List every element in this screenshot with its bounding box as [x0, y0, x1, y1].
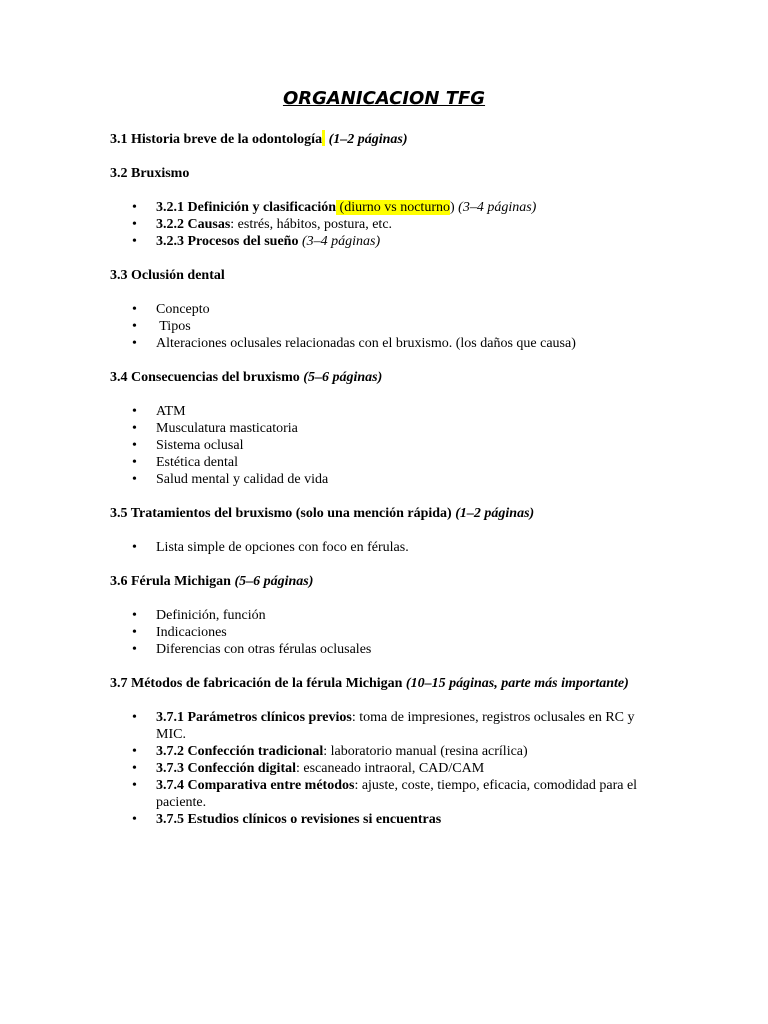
item-bold: 3.2.3 Procesos del sueño	[156, 234, 299, 249]
section-label: 3.2 Bruxismo	[110, 166, 190, 181]
section-3-5-heading	[110, 505, 658, 522]
list-item: • Concepto	[156, 301, 658, 318]
item-pages: (3–4 páginas)	[454, 200, 537, 215]
section-3-4-heading	[110, 369, 658, 386]
item-bold: 3.7.4 Comparativa entre métodos	[156, 778, 355, 793]
section-3-2-list	[110, 199, 658, 250]
section-pages: (1‒2 páginas)	[455, 506, 535, 521]
section-label: 3.7 Métodos de fabricación de la férula Michigan	[110, 676, 403, 691]
section-3-2-heading	[110, 165, 658, 182]
section-3-7-list	[110, 709, 658, 828]
item-text: : laboratorio manual (resina acrílica)	[323, 744, 528, 759]
item-bold: 3.2.2 Causas	[156, 217, 231, 232]
item-bold: 3.2.1 Definición y clasificación	[156, 200, 337, 215]
section-3-6-heading	[110, 573, 658, 590]
section-pages: (5‒6 páginas)	[303, 370, 383, 385]
list-item: • Musculatura masticatoria	[156, 420, 658, 437]
section-3-3-heading	[110, 267, 658, 284]
list-item	[156, 777, 658, 811]
list-item	[156, 743, 658, 760]
section-3-5-list	[110, 539, 658, 556]
list-item: • Indicaciones	[156, 624, 658, 641]
list-item: • ATM	[156, 403, 658, 420]
list-item: • Definición, función	[156, 607, 658, 624]
item-text: : estrés, hábitos, postura, etc.	[230, 217, 393, 232]
item-bold: 3.7.2 Confección tradicional	[156, 744, 324, 759]
section-pages: (5‒6 páginas)	[234, 574, 314, 589]
list-item: • Lista simple de opciones con foco en férulas.	[156, 539, 658, 556]
item-text: : ajuste, coste, tiempo, eficacia, comodidad para el paciente.	[156, 778, 638, 810]
section-label: 3.6 Férula Michigan	[110, 574, 231, 589]
list-item	[156, 233, 658, 250]
item-text: : toma de impresiones, registros oclusales en RC y MIC.	[156, 710, 635, 742]
section-label: 3.1 Historia breve de la odontología	[110, 132, 323, 147]
list-item: • Diferencias con otras férulas oclusales	[156, 641, 658, 658]
list-item	[156, 709, 658, 743]
item-text: )	[449, 200, 455, 215]
section-3-7-heading	[110, 675, 658, 692]
section-pages: (10‒15 páginas, parte más importante)	[405, 676, 629, 691]
item-bold: 3.7.1 Parámetros clínicos previos	[156, 710, 352, 725]
document-title: ORGANICACION TFG	[282, 88, 486, 109]
highlight-cursor-mark	[322, 130, 325, 146]
list-item: • Tipos	[156, 318, 658, 335]
section-3-1-heading	[110, 130, 658, 148]
section-3-6-list	[110, 607, 658, 658]
section-label: 3.5 Tratamientos del bruxismo (solo una mención rápida)	[110, 506, 452, 521]
item-text: : escaneado intraoral, CAD/CAM	[296, 761, 485, 776]
section-3-4-list	[110, 403, 658, 488]
list-item	[156, 216, 658, 233]
list-item: • Salud mental y calidad de vida	[156, 471, 658, 488]
section-label: 3.4 Consecuencias del bruxismo	[110, 370, 300, 385]
section-label: 3.3 Oclusión dental	[110, 268, 225, 283]
list-item: • Sistema oclusal	[156, 437, 658, 454]
list-item: • Estética dental	[156, 454, 658, 471]
item-bold: 3.7.5 Estudios clínicos o revisiones si encuentras	[156, 812, 442, 827]
item-pages: (3–4 páginas)	[298, 234, 381, 249]
item-bold: 3.7.3 Confección digital	[156, 761, 296, 776]
list-item: • Alteraciones oclusales relacionadas con el bruxismo. (los daños que causa)	[156, 335, 658, 352]
section-pages: (1‒2 páginas)	[328, 132, 408, 147]
section-3-3-list	[110, 301, 658, 352]
item-highlight: (diurno vs nocturno	[336, 200, 450, 215]
list-item	[156, 199, 658, 216]
list-item	[156, 760, 658, 777]
list-item	[156, 811, 658, 828]
